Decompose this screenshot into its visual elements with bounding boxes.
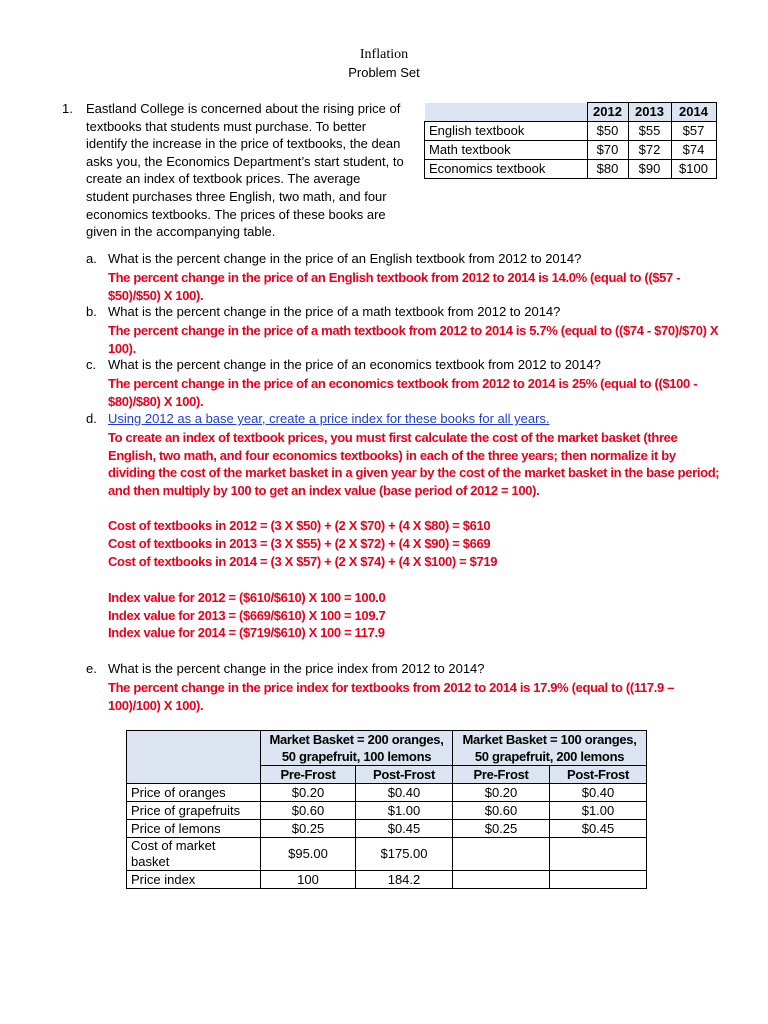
basket-2-header: Market Basket = 100 oranges, 50 grapefruit, 200 lemons xyxy=(453,731,647,766)
row-label: Cost of market basket xyxy=(127,838,261,871)
table-row xyxy=(127,838,647,871)
value-cell: $175.00 xyxy=(356,838,453,871)
basket-header-row xyxy=(127,731,647,766)
value-cell xyxy=(453,838,550,871)
year-header: 2013 xyxy=(628,103,671,122)
answer-e: The percent change in the price index for textbooks from 2012 to 2014 is 17.9% (equal to ((117.9 – 100)/100) X 100). xyxy=(108,680,675,713)
table-row xyxy=(425,141,717,160)
answer-d: To create an index of textbook prices, you must first calculate the cost of the market basket (three English, two math, and four economics textbooks) in each of the three years; then normalize it by dividing the cost of the market basket in a given year by the cost of the market basket in the base period; and then multiply by 100 to get an index value (base period of 2012 = 100). xyxy=(108,430,720,498)
value-cell: $0.20 xyxy=(261,784,356,802)
row-label: Price of lemons xyxy=(127,820,261,838)
table-header-row xyxy=(425,103,717,122)
value-cell: $95.00 xyxy=(261,838,356,871)
subheader-cell: Post-Frost xyxy=(356,766,453,784)
table-row xyxy=(425,160,717,179)
price-cell: $57 xyxy=(671,122,716,141)
value-cell xyxy=(550,871,647,889)
subheader-cell: Pre-Frost xyxy=(453,766,550,784)
value-cell: 100 xyxy=(261,871,356,889)
part-question: What is the percent change in the price of an English textbook from 2012 to 2014? xyxy=(108,251,582,266)
row-label: Price index xyxy=(127,871,261,889)
part-label: b. xyxy=(86,304,97,319)
table-row xyxy=(127,802,647,820)
cost-calc-2014: Cost of textbooks in 2014 = (3 X $57) + (2 X $74) + (4 X $100) = $719 xyxy=(108,554,498,569)
textbook-price-table xyxy=(424,102,717,179)
table-row xyxy=(127,871,647,889)
table-row xyxy=(127,784,647,802)
page-subtitle: Problem Set xyxy=(348,65,420,80)
part-question: What is the percent change in the price index from 2012 to 2014? xyxy=(108,661,485,676)
value-cell xyxy=(453,871,550,889)
part-question: What is the percent change in the price of a math textbook from 2012 to 2014? xyxy=(108,304,561,319)
answer-c: The percent change in the price of an economics textbook from 2012 to 2014 is 25% (equal to (($100 - $80)/$80) X 100). xyxy=(108,376,698,409)
table-row xyxy=(425,122,717,141)
index-calc-2013: Index value for 2013 = ($669/$610) X 100 = 109.7 xyxy=(108,608,386,623)
value-cell: $0.25 xyxy=(261,820,356,838)
price-cell: $90 xyxy=(628,160,671,179)
header-blank-cell xyxy=(425,103,588,122)
price-cell: $74 xyxy=(671,141,716,160)
value-cell: $1.00 xyxy=(356,802,453,820)
part-label: a. xyxy=(86,251,97,266)
cost-calc-2012: Cost of textbooks in 2012 = (3 X $50) + (2 X $70) + (4 X $80) = $610 xyxy=(108,518,491,533)
cost-calc-2013: Cost of textbooks in 2013 = (3 X $55) + (2 X $72) + (4 X $90) = $669 xyxy=(108,536,491,551)
part-label: c. xyxy=(86,357,97,372)
index-calc-2012: Index value for 2012 = ($610/$610) X 100 = 100.0 xyxy=(108,590,386,605)
answer-a: The percent change in the price of an English textbook from 2012 to 2014 is 14.0% (equal to (($57 - $50)/$50) X 100). xyxy=(108,270,681,303)
subheader-cell: Post-Frost xyxy=(550,766,647,784)
value-cell xyxy=(550,838,647,871)
value-cell: $0.20 xyxy=(453,784,550,802)
price-cell: $72 xyxy=(628,141,671,160)
part-label: d. xyxy=(86,411,97,426)
answer-b: The percent change in the price of a math textbook from 2012 to 2014 is 5.7% (equal to (($74 - $70)/$70) X 100). xyxy=(108,323,719,356)
value-cell: $0.60 xyxy=(453,802,550,820)
table-row xyxy=(127,820,647,838)
price-cell: $70 xyxy=(587,141,628,160)
row-label: English textbook xyxy=(425,122,588,141)
question-number: 1. xyxy=(62,101,73,116)
subheader-cell: Pre-Frost xyxy=(261,766,356,784)
row-label: Economics textbook xyxy=(425,160,588,179)
page-title: Inflation xyxy=(359,47,409,62)
value-cell: $0.25 xyxy=(453,820,550,838)
question-text: Eastland College is concerned about the rising price of textbooks that students must purchase. To better identify the increase in the price of textbooks, the dean asks you, the Economics Department’s start student, to create an index of textbook prices. The average student purchases three English, two math, and four economics textbooks. The prices of these books are given in the accompanying table. xyxy=(86,101,404,240)
value-cell: $0.45 xyxy=(356,820,453,838)
year-header: 2012 xyxy=(587,103,628,122)
price-cell: $50 xyxy=(587,122,628,141)
row-label: Price of grapefruits xyxy=(127,802,261,820)
part-label: e. xyxy=(86,661,97,676)
part-question: What is the percent change in the price of an economics textbook from 2012 to 2014? xyxy=(108,357,601,372)
row-label: Price of oranges xyxy=(127,784,261,802)
value-cell: $0.40 xyxy=(356,784,453,802)
value-cell: $0.40 xyxy=(550,784,647,802)
basket-1-header: Market Basket = 200 oranges, 50 grapefruit, 100 lemons xyxy=(261,731,453,766)
value-cell: $0.60 xyxy=(261,802,356,820)
row-label: Math textbook xyxy=(425,141,588,160)
price-cell: $80 xyxy=(587,160,628,179)
market-basket-table xyxy=(126,730,647,889)
value-cell: 184.2 xyxy=(356,871,453,889)
value-cell: $1.00 xyxy=(550,802,647,820)
year-header: 2014 xyxy=(671,103,716,122)
index-calc-2014: Index value for 2014 = ($719/$610) X 100 = 117.9 xyxy=(108,625,385,640)
price-cell: $100 xyxy=(671,160,716,179)
value-cell: $0.45 xyxy=(550,820,647,838)
part-question-link[interactable]: Using 2012 as a base year, create a price index for these books for all years. xyxy=(108,411,550,426)
header-blank-cell xyxy=(127,731,261,784)
price-cell: $55 xyxy=(628,122,671,141)
